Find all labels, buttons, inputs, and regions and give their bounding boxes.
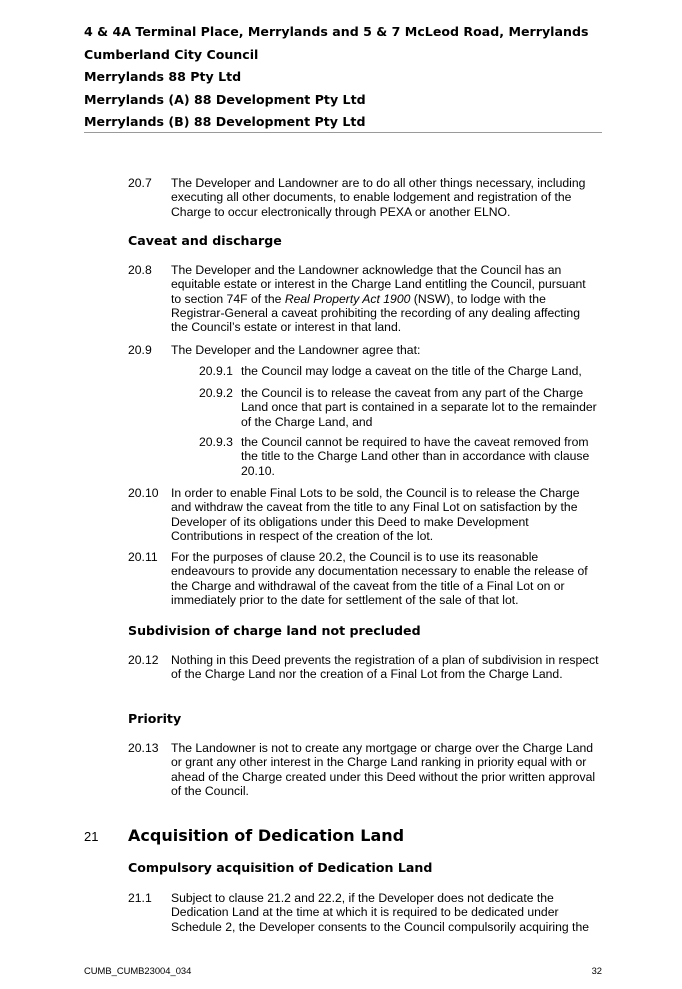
clause-number: 20.9.3 xyxy=(199,435,233,449)
clause-number: 20.10 xyxy=(128,486,159,500)
clause-number: 20.9.2 xyxy=(199,386,233,400)
clause-number: 20.8 xyxy=(128,263,152,277)
clause-text: For the purposes of clause 20.2, the Council is to use its reasonable endeavours to provide any documentation necessary to enable the release of the Charge and withdrawal of the caveat from the title of a Final Lot on or immediately prior to the date for settlement of the sale of that lot. xyxy=(171,550,588,607)
header-party-merrylands-b: Merrylands (B) 88 Development Pty Ltd xyxy=(84,114,366,129)
clause-number: 20.9.1 xyxy=(199,364,233,378)
clause-text: The Developer and the Landowner agree that: xyxy=(171,343,421,357)
clause-number: 21.1 xyxy=(128,891,152,905)
section-21-title: Acquisition of Dedication Land xyxy=(128,826,405,845)
clause-number: 20.9 xyxy=(128,343,152,357)
header-property-address: 4 & 4A Terminal Place, Merrylands and 5 & 7 McLeod Road, Merrylands xyxy=(84,24,589,39)
footer-document-reference: CUMB_CUMB23004_034 xyxy=(84,965,192,976)
act-citation: Real Property Act 1900 xyxy=(284,291,411,306)
heading-caveat-and-discharge: Caveat and discharge xyxy=(128,233,282,248)
header-party-merrylands-a: Merrylands (A) 88 Development Pty Ltd xyxy=(84,91,366,107)
heading-compulsory-acquisition: Compulsory acquisition of Dedication Land xyxy=(128,860,433,875)
clause-text: The Developer and Landowner are to do all other things necessary, including executing all other documents, to enable lodgement and registration of the Charge to occur electronically through PEXA or another ELNO. xyxy=(171,176,586,219)
running-header xyxy=(84,22,602,135)
clause-text: Nothing in this Deed prevents the registration of a plan of subdivision in respect of the Charge Land nor the creation of a Final Lot from the Charge Land. xyxy=(171,653,599,682)
clause-text: the Council is to release the caveat from any part of the Charge Land once that part is contained in a separate lot to the remainder of the Charge Land, and xyxy=(241,386,597,429)
clause-text: the Council may lodge a caveat on the title of the Charge Land, xyxy=(241,364,582,378)
clause-text: The Landowner is not to create any mortgage or charge over the Charge Land or grant any other interest in the Charge Land ranking in priority equal with or ahead of the Charge created under this Deed without the prior written approval of the Council. xyxy=(171,741,596,798)
clause-number: 20.7 xyxy=(128,176,152,190)
header-party-merrylands-88: Merrylands 88 Pty Ltd xyxy=(84,69,242,84)
clause-text: the Council cannot be required to have the caveat removed from the title to the Charge Land other than in accordance with clause 20.10. xyxy=(241,435,590,478)
clause-text: In order to enable Final Lots to be sold, the Council is to release the Charge and withdraw the caveat from the title to any Final Lot on satisfaction by the Developer of its obligations under this Deed to make Development Contributions in respect of the creation of the lot. xyxy=(171,486,580,543)
header-council-party: Cumberland City Council xyxy=(84,46,259,62)
clause-text: The Developer and the Landowner acknowledge that the Council has an equitable estate or interest in the Charge Land entitling the Council, pursuant to section 74F of the Real Property Act 1900 (NSW), to lodge with the Registrar-General a caveat prohibiting the recording of any dealing affecting the Council’s estate or interest in that land. xyxy=(171,263,586,335)
heading-priority: Priority xyxy=(128,711,182,726)
heading-subdivision: Subdivision of charge land not precluded xyxy=(128,623,421,638)
clause-number: 20.11 xyxy=(128,550,158,564)
clause-number: 20.12 xyxy=(128,653,159,667)
section-21-number: 21 xyxy=(84,829,99,844)
clause-number: 20.13 xyxy=(128,741,159,755)
header-divider xyxy=(84,132,602,133)
footer-page-number: 32 xyxy=(591,965,602,976)
clause-text: Subject to clause 21.2 and 22.2, if the Developer does not dedicate the Dedication Land at the time at which it is required to be dedicated under Schedule 2, the Developer consents to the Council compulsorily acquiring the xyxy=(171,891,589,934)
